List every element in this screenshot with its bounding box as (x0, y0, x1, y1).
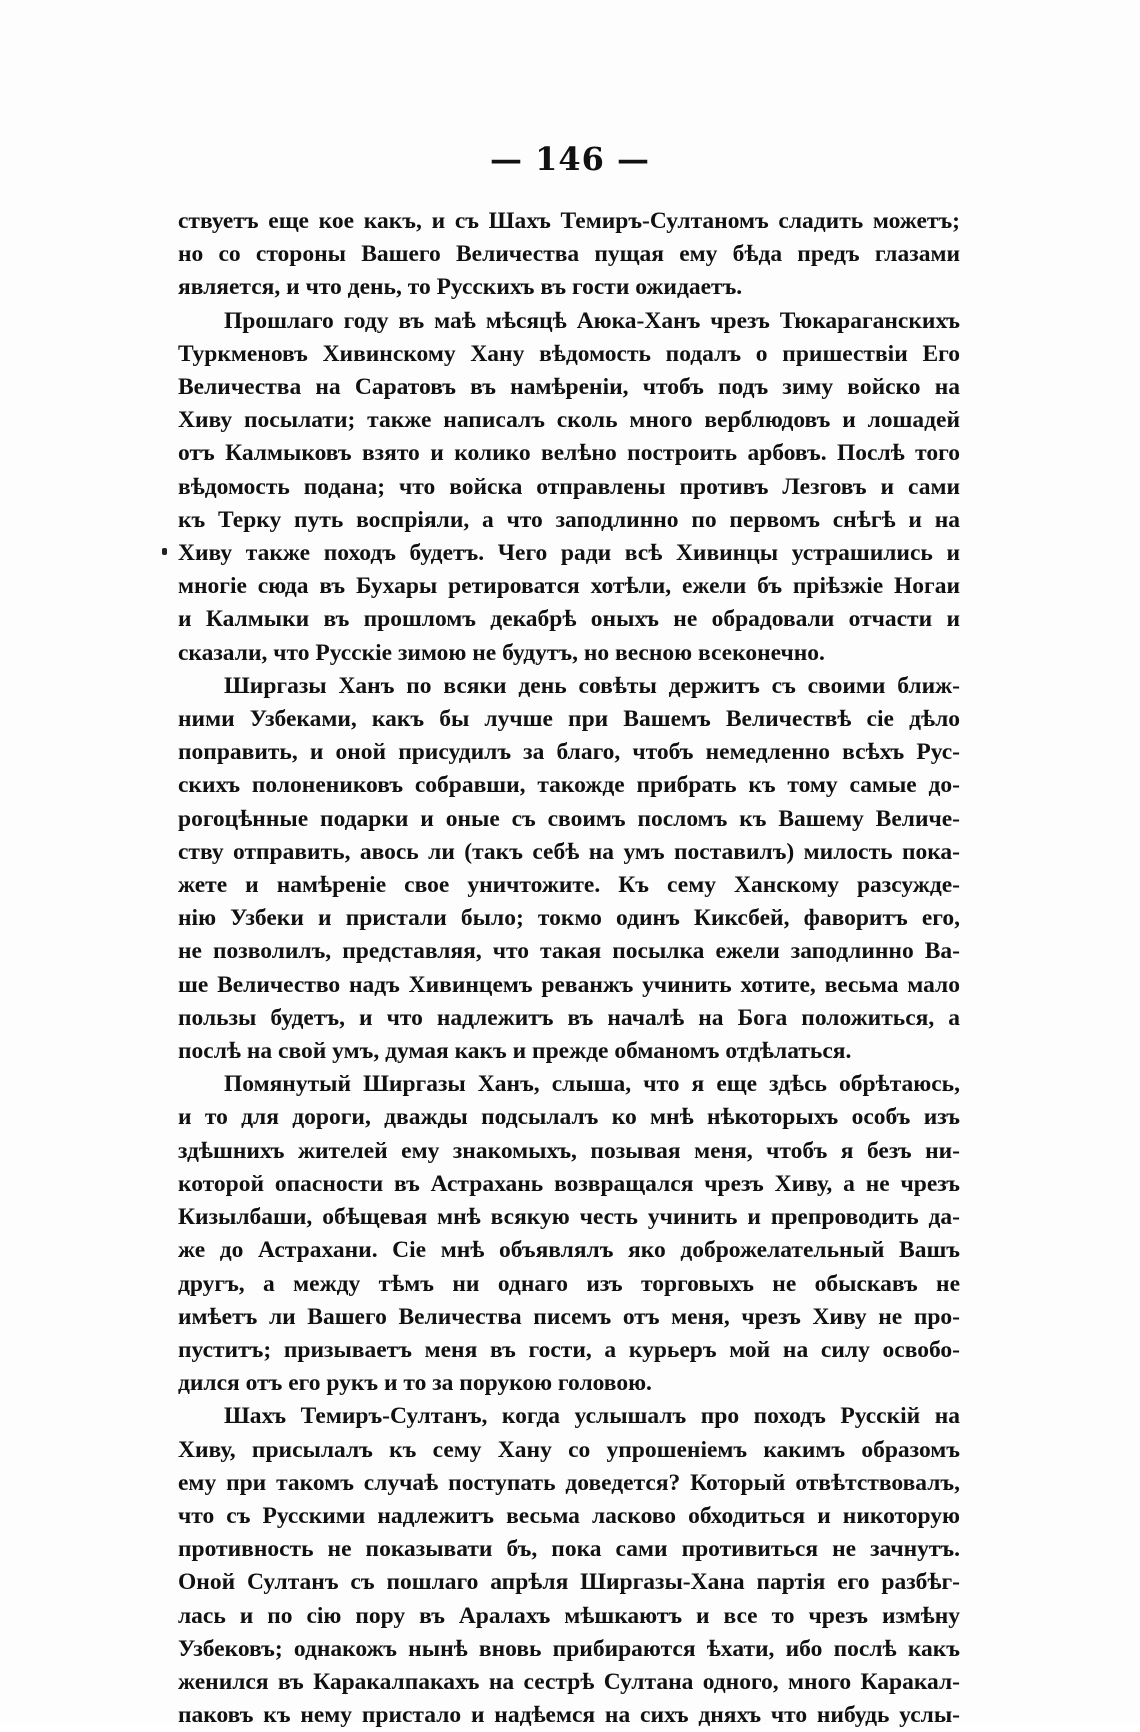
text-line: ему при такомъ случаѣ поступать доведется? Который отвѣтствовалъ, (178, 1469, 960, 1496)
text-line: Туркменовъ Хивинскому Хану вѣдомость подалъ о пришествіи Его (178, 340, 960, 367)
text-line: нію Узбеки и пристали было; токмо одинъ Киксбей, фаворитъ его, (178, 905, 960, 932)
text-line: противность не показывати бъ, пока сами противиться не зачнутъ. (178, 1536, 960, 1563)
text-line: здѣшнихъ жителей ему знакомыхъ, позывая меня, чтобъ я безъ ни- (178, 1137, 960, 1164)
text-line: пуститъ; призываетъ меня въ гости, а курьеръ мой на силу освобо- (178, 1336, 960, 1363)
page-number: — 146 — (489, 140, 651, 178)
text-line: женился въ Каракалпакахъ на сестрѣ Султана одного, много Каракал- (178, 1668, 960, 1695)
body-text (178, 205, 960, 1732)
paragraph-start-line: Помянутый Ширгазы Ханъ, слыша, что я еще здѣсь обрѣтаюсь, (224, 1071, 960, 1098)
text-line: отъ Калмыковъ взято и колико велѣно построить арбовъ. Послѣ того (178, 440, 960, 467)
text-line: сказали, что Русскіе зимою не будутъ, но весною всеконечно. (178, 639, 825, 666)
stray-ink-mark (162, 548, 167, 555)
text-line: имѣетъ ли Вашего Величества писемъ отъ меня, чрезъ Хиву не про- (178, 1303, 960, 1330)
paragraph-start-line: Прошлаго году въ маѣ мѣсяцѣ Аюка-Ханъ чрезъ Тюкараганскихъ (224, 307, 960, 334)
text-line: дился отъ его рукъ и то за порукою головою. (178, 1370, 652, 1397)
text-line: многіе сюда въ Бухары ретироватся хотѣли, ежели бъ пріѣзжіе Ногаи (178, 573, 960, 600)
text-line: но со стороны Вашего Величества пущая ему бѣда предъ глазами (178, 241, 960, 268)
text-line: ствуетъ еще кое какъ, и съ Шахъ Темиръ-Султаномъ сладить можетъ; (178, 208, 960, 234)
text-line: и то для дороги, дважды подсылалъ ко мнѣ нѣкоторыхъ особъ изъ (178, 1104, 960, 1131)
text-line: поправить, и оной присудилъ за благо, чтобъ немедленно всѣхъ Рус- (178, 739, 960, 766)
text-line: жете и намѣреніе свое уничтожите. Къ сему Ханскому разсужде- (178, 872, 960, 899)
text-line: пользы будетъ, и что надлежитъ въ началѣ на Бога положиться, а (178, 1004, 960, 1031)
text-line: не позволилъ, представляя, что такая посылка ежели заподлинно Ва- (178, 938, 960, 965)
text-line: другъ, а между тѣмъ ни однаго изъ торговыхъ не обыскавъ не (178, 1270, 960, 1297)
text-line: Величества на Саратовъ въ намѣреніи, чтобъ подъ зиму войско на (178, 374, 960, 401)
text-line: что съ Русскими надлежитъ весьма ласково обходиться и никоторую (178, 1502, 960, 1529)
text-line: является, и что день, то Русскихъ въ гости ожидаетъ. (178, 274, 743, 301)
text-line: Хиву, присылалъ къ сему Хану со упрошеніемъ какимъ образомъ (178, 1436, 960, 1463)
text-line: лась и по сію пору въ Аралахъ мѣшкаютъ и все то чрезъ измѣну (178, 1602, 960, 1629)
text-line: ше Величество надъ Хивинцемъ реванжъ учинить хотите, весьма мало (178, 971, 960, 998)
text-line: же до Астрахани. Сіе мнѣ объявлялъ яко доброжелательный Вашъ (178, 1237, 960, 1264)
text-line: ними Узбеками, какъ бы лучше при Вашемъ Величествѣ сіе дѣло (178, 706, 960, 733)
text-line: къ Терку путь воспріяли, а что заподлинно по первомъ снѣгѣ и на (178, 506, 960, 533)
text-line: ству отправить, авось ли (такъ себѣ на умъ поставилъ) милость пока- (178, 838, 960, 865)
text-line: Хиву посылати; также написалъ сколь много верблюдовъ и лошадей (178, 407, 960, 434)
text-line: Хиву также походъ будетъ. Чего ради всѣ Хивинцы устрашились и (178, 540, 960, 567)
paragraph-start-line: Ширгазы Ханъ по всяки день совѣты держитъ съ своими ближ- (224, 672, 960, 699)
paragraph-start-line: Шахъ Темиръ-Султанъ, когда услышалъ про походъ Русскій на (224, 1403, 960, 1430)
text-line: Оной Султанъ съ пошлаго апрѣля Ширгазы-Хана партія его разбѣг- (178, 1569, 960, 1596)
text-line: послѣ на свой умъ, думая какъ и прежде обманомъ отдѣлаться. (178, 1038, 852, 1065)
text-line: рогоцѣнные подарки и оные съ своимъ посломъ къ Вашему Величе- (178, 805, 960, 832)
text-line: Кизылбаши, обѣщевая мнѣ всякую честь учинить и препроводить да- (178, 1204, 960, 1231)
text-line: которой опасности въ Астрахань возвращался чрезъ Хиву, а не чрезъ (178, 1170, 960, 1197)
text-line: скихъ полонениковъ собравши, такожде прибрать къ тому самые до- (178, 772, 960, 799)
text-line: паковъ къ нему пристало и надѣемся на сихъ дняхъ что нибудь услы- (178, 1702, 960, 1729)
text-line: Узбековъ; однакожъ нынѣ вновь прибираются ѣхати, ибо послѣ какъ (178, 1635, 960, 1662)
text-line: и Калмыки въ прошломъ декабрѣ оныхъ не обрадовали отчасти и (178, 606, 960, 633)
text-line: вѣдомость подана; что войска отправлены противъ Лезговъ и сами (178, 473, 960, 500)
